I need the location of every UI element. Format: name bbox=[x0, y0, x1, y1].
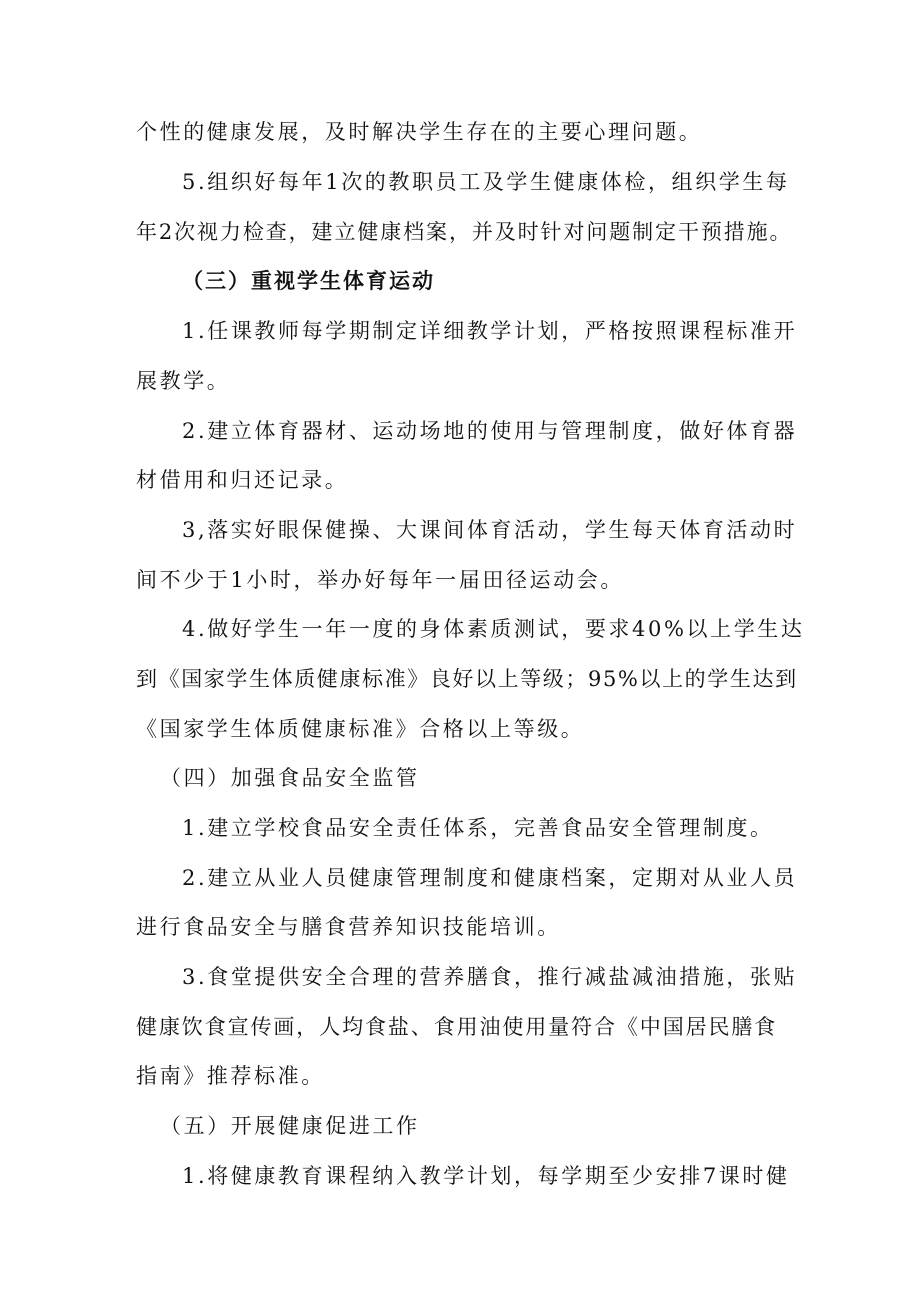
text-line: 1.任课教师每学期制定详细教学计划，严格按照课程标准开 bbox=[182, 319, 798, 343]
text-line: 《国家学生体质健康标准》合格以上等级。 bbox=[136, 717, 585, 741]
text-line: 1.建立学校食品安全责任体系，完善食品安全管理制度。 bbox=[182, 816, 774, 840]
text-line: 个性的健康发展，及时解决学生存在的主要心理问题。 bbox=[136, 120, 703, 144]
text-line: 2.建立从业人员健康管理制度和健康档案，定期对从业人员 bbox=[182, 866, 798, 890]
text-line: 间不少于1小时，举办好每年一届田径运动会。 bbox=[136, 568, 624, 592]
text-line: 年2次视力检查，建立健康档案，并及时针对问题制定干预措施。 bbox=[136, 220, 793, 244]
text-line: 1.将健康教育课程纳入教学计划，每学期至少安排7课时健 bbox=[182, 1164, 790, 1188]
text-line: 到《国家学生体质健康标准》良好以上等级；95%以上的学生达到 bbox=[136, 667, 798, 691]
text-line: 指南》推荐标准。 bbox=[136, 1064, 325, 1088]
text-line: 展教学。 bbox=[136, 369, 231, 393]
section-heading: （五）开展健康促进工作 bbox=[160, 1114, 420, 1138]
text-line: 进行食品安全与膳食营养知识技能培训。 bbox=[136, 915, 561, 939]
text-line: 健康饮食宣传画，人均食盐、食用油使用量符合《中国居民膳食 bbox=[136, 1015, 778, 1039]
text-line: 2.建立体育器材、运动场地的使用与管理制度，做好体育器 bbox=[182, 419, 798, 443]
text-line: 5.组织好每年1次的教职员工及学生健康体检，组织学生每 bbox=[182, 170, 790, 194]
section-heading: （四）加强食品安全监管 bbox=[160, 766, 420, 790]
section-heading: （三）重视学生体育运动 bbox=[182, 269, 435, 293]
text-line: 3.食堂提供安全合理的营养膳食，推行减盐减油措施，张贴 bbox=[182, 965, 798, 989]
text-line: 材借用和归还记录。 bbox=[136, 468, 349, 492]
text-line: 3,落实好眼保健操、大课间体育活动，学生每天体育活动时 bbox=[182, 518, 798, 542]
text-line: 4.做好学生一年一度的身体素质测试，要求40%以上学生达 bbox=[182, 617, 805, 641]
